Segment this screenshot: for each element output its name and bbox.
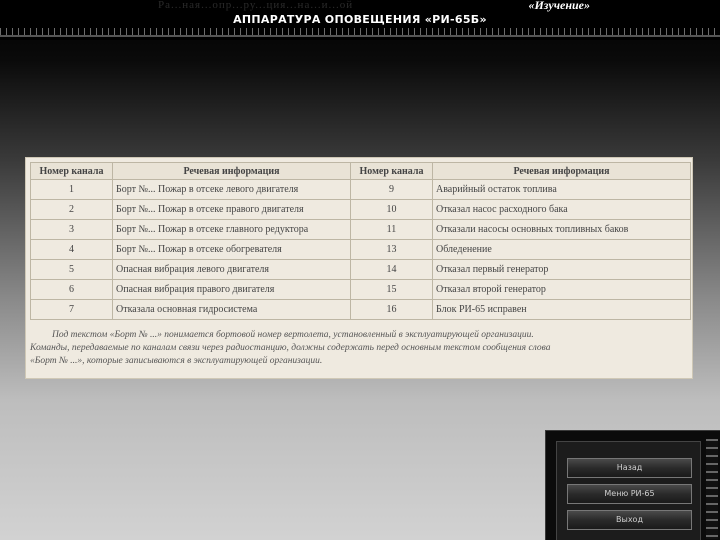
col-header-speech-1: Речевая информация — [113, 163, 351, 180]
cell-speech-text: Опасная вибрация правого двигателя — [113, 280, 351, 300]
footnote-line: «Борт № ...», которые записываются в эксплуатирующей организации. — [30, 356, 323, 366]
cell-channel-num: 11 — [351, 220, 433, 240]
cell-speech-text: Отказали насосы основных топливных баков — [433, 220, 691, 240]
cell-channel-num: 14 — [351, 260, 433, 280]
device-screen — [556, 441, 701, 540]
cell-speech-text: Блок РИ-65 исправен — [433, 300, 691, 320]
exit-button[interactable]: Выход — [567, 510, 692, 530]
cell-speech-text: Борт №... Пожар в отсеке левого двигателя — [113, 180, 351, 200]
info-panel — [25, 157, 693, 379]
table-header-row — [31, 163, 691, 180]
device-vent-decoration — [706, 439, 718, 539]
cell-channel-num: 10 — [351, 200, 433, 220]
page-title: АППАРАТУРА ОПОВЕЩЕНИЯ «РИ-65Б» — [233, 13, 487, 26]
header-faded-title: Ра...ная...опр...ру...ция...на...и...ой — [158, 0, 354, 11]
table-row — [31, 300, 691, 320]
table-row — [31, 260, 691, 280]
cell-speech-text: Отказал насос расходного бака — [433, 200, 691, 220]
cell-channel-num: 13 — [351, 240, 433, 260]
footnote-line: Под текстом «Борт № ...» понимается бортовой номер вертолета, установленный в эксплуатирующей организации. — [52, 330, 534, 340]
footnote — [30, 329, 690, 368]
cell-channel-num: 6 — [31, 280, 113, 300]
cell-channel-num: 3 — [31, 220, 113, 240]
footnote-line: Команды, передаваемые по каналам связи через радиостанцию, должны содержать перед основным текстом сообщения слова — [30, 343, 551, 353]
table-row — [31, 180, 691, 200]
cell-speech-text: Борт №... Пожар в отсеке правого двигателя — [113, 200, 351, 220]
cell-channel-num: 15 — [351, 280, 433, 300]
col-header-speech-2: Речевая информация — [433, 163, 691, 180]
channels-table — [30, 162, 691, 320]
cell-channel-num: 2 — [31, 200, 113, 220]
ruler-base-line — [0, 35, 720, 37]
table-row — [31, 280, 691, 300]
cell-speech-text: Борт №... Пожар в отсеке главного редуктора — [113, 220, 351, 240]
device-panel — [545, 430, 720, 540]
table-row — [31, 220, 691, 240]
mode-label: «Изучение» — [528, 0, 590, 12]
cell-speech-text: Аварийный остаток топлива — [433, 180, 691, 200]
cell-channel-num: 16 — [351, 300, 433, 320]
cell-channel-num: 1 — [31, 180, 113, 200]
table-row — [31, 200, 691, 220]
col-header-channel-1: Номер канала — [31, 163, 113, 180]
cell-speech-text: Отказала основная гидросистема — [113, 300, 351, 320]
back-button[interactable]: Назад — [567, 458, 692, 478]
table-row — [31, 240, 691, 260]
cell-channel-num: 5 — [31, 260, 113, 280]
col-header-channel-2: Номер канала — [351, 163, 433, 180]
cell-speech-text: Обледенение — [433, 240, 691, 260]
cell-channel-num: 7 — [31, 300, 113, 320]
header-top-line — [150, 0, 590, 12]
cell-channel-num: 9 — [351, 180, 433, 200]
cell-speech-text: Отказал первый генератор — [433, 260, 691, 280]
ri65-menu-button[interactable]: Меню РИ-65 — [567, 484, 692, 504]
cell-speech-text: Отказал второй генератор — [433, 280, 691, 300]
cell-speech-text: Опасная вибрация левого двигателя — [113, 260, 351, 280]
cell-speech-text: Борт №... Пожар в отсеке обогревателя — [113, 240, 351, 260]
header-bar — [0, 0, 720, 40]
ruler-decoration — [0, 28, 720, 35]
cell-channel-num: 4 — [31, 240, 113, 260]
